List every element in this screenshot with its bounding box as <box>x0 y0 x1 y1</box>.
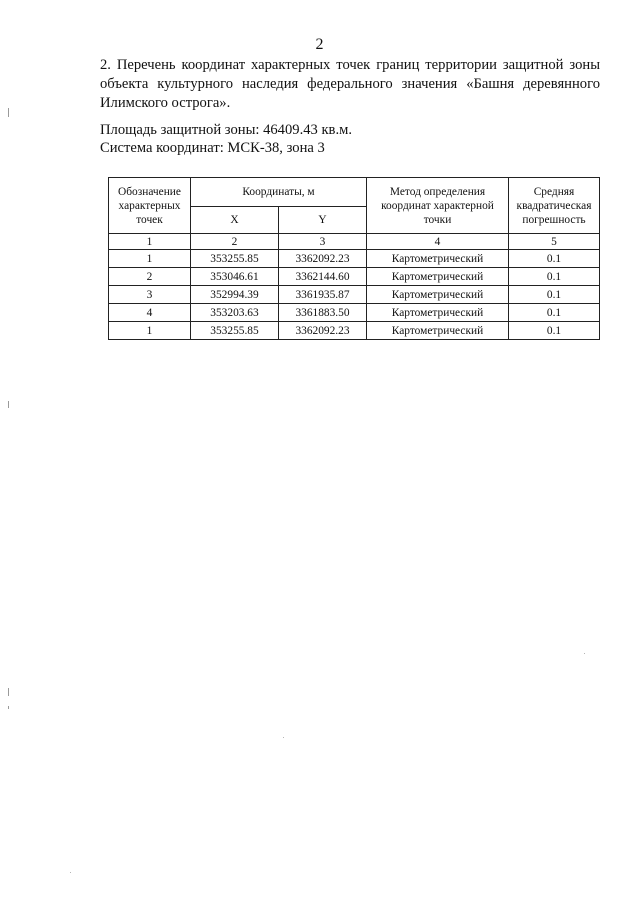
scan-mark <box>8 401 9 408</box>
coordinate-system-line: Система координат: МСК-38, зона 3 <box>100 140 325 156</box>
column-number: 3 <box>279 234 367 250</box>
error-cell: 0.1 <box>509 304 600 322</box>
point-cell: 4 <box>109 304 191 322</box>
table-row <box>109 286 600 304</box>
scan-mark <box>8 688 9 696</box>
header-method: Метод определения координат характерной точки <box>367 178 509 234</box>
section-heading: 2. Перечень координат характерных точек границ территории защитной зоны объекта культурного наследия федерального значения «Башня деревянного Илимского острога». <box>100 57 600 111</box>
header-x: X <box>191 207 279 234</box>
table-row <box>109 250 600 268</box>
scan-speck <box>70 872 71 873</box>
error-cell: 0.1 <box>509 322 600 340</box>
column-number: 4 <box>367 234 509 250</box>
method-cell: Картометрический <box>367 322 509 340</box>
point-cell: 1 <box>109 250 191 268</box>
table-header-row <box>109 178 600 207</box>
y-cell: 3361935.87 <box>279 286 367 304</box>
header-coordinates: Координаты, м <box>191 178 367 207</box>
method-cell: Картометрический <box>367 268 509 286</box>
x-cell: 353255.85 <box>191 322 279 340</box>
scan-speck <box>584 653 585 654</box>
x-cell: 353203.63 <box>191 304 279 322</box>
header-y: Y <box>279 207 367 234</box>
y-cell: 3362092.23 <box>279 250 367 268</box>
x-cell: 353255.85 <box>191 250 279 268</box>
column-number: 2 <box>191 234 279 250</box>
point-cell: 1 <box>109 322 191 340</box>
column-number: 1 <box>109 234 191 250</box>
header-point: Обозначение характерных точек <box>109 178 191 234</box>
table-row <box>109 322 600 340</box>
x-cell: 352994.39 <box>191 286 279 304</box>
error-cell: 0.1 <box>509 250 600 268</box>
method-cell: Картометрический <box>367 304 509 322</box>
method-cell: Картометрический <box>367 286 509 304</box>
x-cell: 353046.61 <box>191 268 279 286</box>
error-cell: 0.1 <box>509 286 600 304</box>
point-cell: 3 <box>109 286 191 304</box>
method-cell: Картометрический <box>367 250 509 268</box>
y-cell: 3362144.60 <box>279 268 367 286</box>
point-cell: 2 <box>109 268 191 286</box>
header-error: Средняя квадратическая погрешность <box>509 178 600 234</box>
y-cell: 3361883.50 <box>279 304 367 322</box>
page-number: 2 <box>315 36 324 53</box>
scan-speck <box>283 737 284 738</box>
table-row <box>109 268 600 286</box>
scan-mark <box>8 108 9 117</box>
zone-info <box>100 121 352 157</box>
error-cell: 0.1 <box>509 268 600 286</box>
column-number: 5 <box>509 234 600 250</box>
coordinates-table <box>108 177 600 340</box>
column-numbers-row <box>109 234 600 250</box>
table-row <box>109 304 600 322</box>
scan-mark <box>8 706 9 709</box>
area-line: Площадь защитной зоны: 46409.43 кв.м. <box>100 122 352 138</box>
y-cell: 3362092.23 <box>279 322 367 340</box>
